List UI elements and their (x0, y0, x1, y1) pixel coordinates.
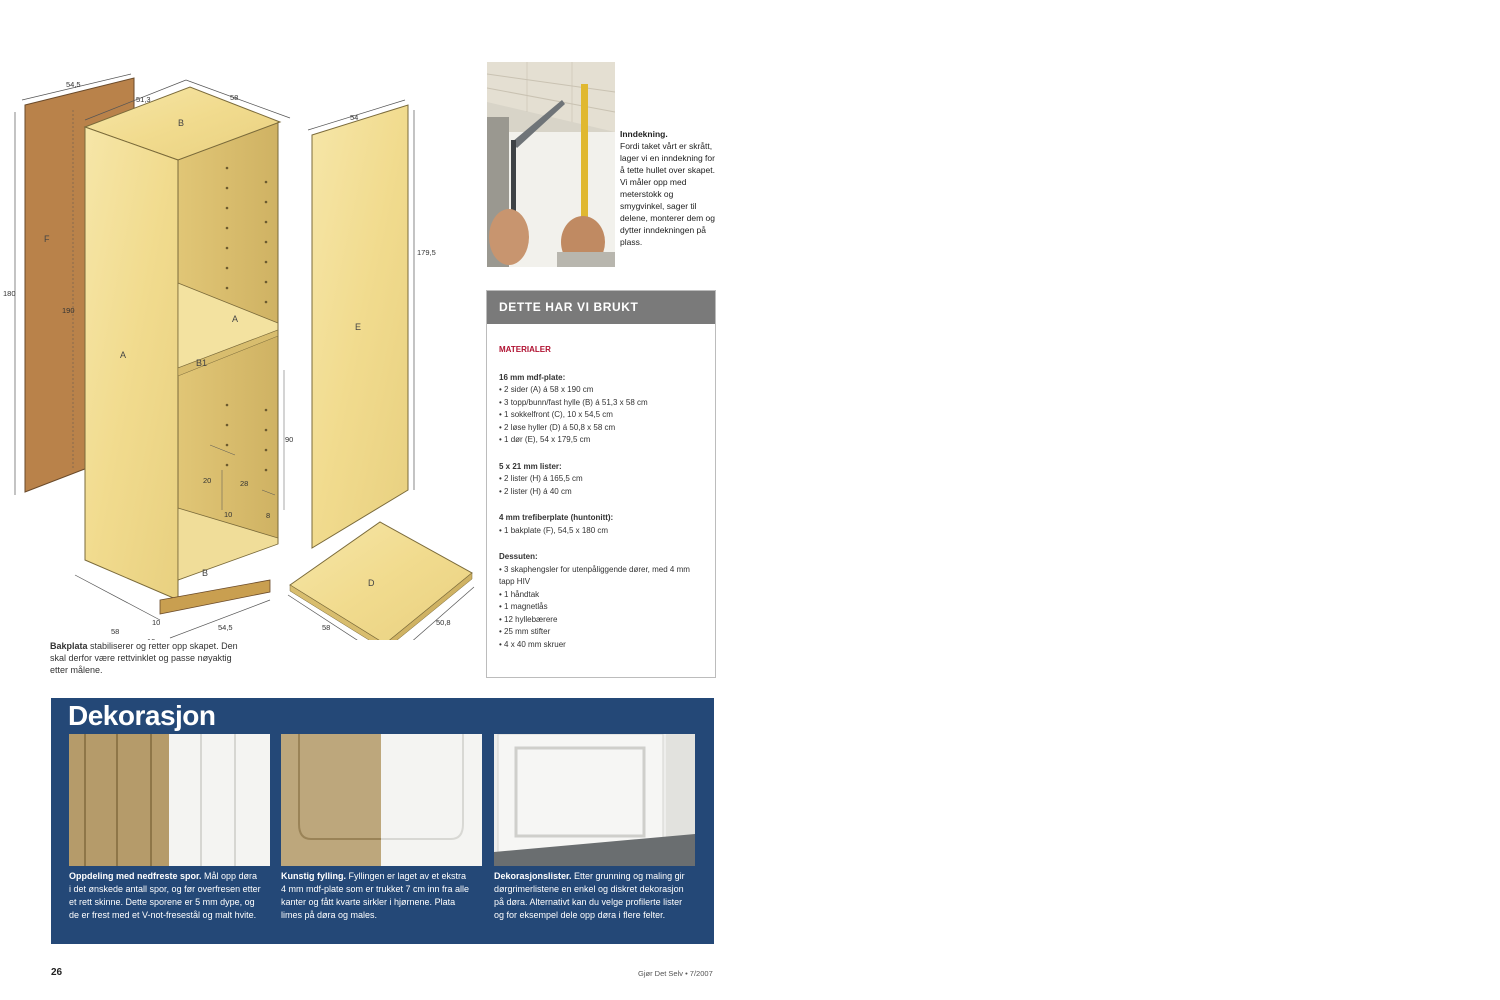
materials-item: • 4 x 40 mm skruer (499, 639, 705, 652)
bakplate-caption-text: stabiliserer og retter opp skapet. Den skal derfor være rettvinklet og passe nøyaktig etter målene. (50, 641, 238, 675)
page-number: 26 (51, 967, 63, 978)
materials-box (486, 290, 716, 678)
dim-base-depth: 58 (111, 627, 120, 636)
magazine-footer: Gjør Det Selv • 7/2007 (638, 969, 713, 978)
label-b-top: B (178, 118, 185, 128)
materials-item: • 12 hyllebærere (499, 614, 705, 627)
materials-item: • 25 mm stifter (499, 626, 705, 639)
materials-item: • 3 topp/bunn/fast hylle (B) á 51,3 x 58 cm (499, 397, 705, 410)
bakplate-caption-lead: Bakplata (50, 641, 88, 651)
materials-group-title: 16 mm mdf-plate: (499, 372, 566, 382)
materials-header: DETTE HAR VI BRUKT (487, 291, 715, 324)
dim-hole-a: 20 (203, 476, 212, 485)
dekorasjon-caption-text: Etter grunning og maling gir dørgrimerlistene en enkel og diskret dekorasjon på døra. Alternativt kan du velge profilerte lister og for eksempel dele opp døra i flere felter. (494, 871, 685, 920)
measuring-photo-caption (620, 128, 716, 248)
dim-top-width: 58 (230, 93, 239, 102)
photo-caption-text: Fordi taket vårt er skrått, lager vi en inndekning for å tette hullet over skapet. Vi måler opp med meterstokk og smygvinkel, sager til delene, monterer dem og dytter inndekningen på plass. (620, 141, 715, 247)
dekorasjon-caption-lead: Kunstig fylling. (281, 871, 346, 881)
materials-group (499, 461, 705, 499)
dekorasjon-caption-lead: Oppdeling med nedfreste spor. (69, 871, 202, 881)
materials-group-title: Dessuten: (499, 552, 538, 561)
dekorasjon-caption-text: Fyllingen er laget av et ekstra 4 mm mdf-plate som er trukket 7 cm inn fra alle kanter og fått kvarte sirkler i hjørnene. Plata limes på døra og males. (281, 871, 470, 920)
label-a-side: A (120, 350, 127, 360)
materials-item: • 2 lister (H) á 40 cm (499, 486, 705, 499)
label-b-bottom: B (202, 568, 209, 578)
label-b1-shelf: B1 (196, 358, 208, 368)
materials-subheader: MATERIALER (499, 345, 551, 354)
materials-item: • 1 magnetlås (499, 601, 705, 614)
molding-door-photo (494, 734, 695, 866)
dim-door-height: 179,5 (417, 248, 436, 257)
materials-item: • 1 bakplate (F), 54,5 x 180 cm (499, 525, 705, 538)
groove-door-photo (69, 734, 270, 866)
photo-caption-lead: Inndekning. (620, 129, 668, 139)
materials-item: • 2 løse hyller (D) á 50,8 x 58 cm (499, 422, 705, 435)
dim-base-width: 54,5 (218, 623, 233, 632)
materials-body (487, 324, 715, 651)
dim-back-width: 54,5 (66, 80, 81, 89)
measuring-photo (487, 62, 615, 267)
dim-shelf-depth: 58 (322, 623, 331, 632)
dim-back-height: 180 (3, 289, 16, 298)
dim-hole-d: 8 (266, 511, 271, 520)
fill-door-photo (281, 734, 482, 866)
materials-item: • 2 lister (H) á 165,5 cm (499, 473, 705, 486)
materials-group (499, 551, 705, 651)
label-a-inner: A (232, 314, 239, 324)
materials-group-title: 5 x 21 mm lister: (499, 461, 562, 471)
dim-hole-b: 28 (240, 479, 249, 488)
dim-door-width: 54 (350, 113, 359, 122)
dekorasjon-caption-text: Mål opp dørа i det ønskede antall spor, og før overfresen etter et rett skinne. Dette sporene er 5 mm dype, og de er frest med et V-not-fresestål og malt hvite. (69, 871, 261, 920)
dim-plinth: 10 (152, 618, 161, 627)
cabinet-exploded-diagram (0, 40, 480, 640)
materials-item: • 1 håndtak (499, 589, 705, 602)
dekorasjon-caption-2 (281, 870, 473, 922)
dekorasjon-caption-lead: Dekorasjonslister. (494, 871, 572, 881)
materials-item: • 2 sider (A) á 58 x 190 cm (499, 384, 705, 397)
dim-back-inner-height: 190 (62, 306, 75, 315)
dekorasjon-title: Dekorasjon (68, 700, 216, 731)
cabinet-diagram-svg (0, 40, 480, 640)
materials-group (499, 512, 705, 537)
materials-item: • 3 skaphengsler for utenpåliggende dører, med 4 mm tapp HIV (499, 564, 705, 589)
dim-top-depth-small: 51,3 (136, 95, 151, 104)
label-e-door: E (355, 322, 362, 332)
dim-hole-c: 10 (224, 510, 233, 519)
dim-shelf-width: 50,8 (436, 618, 451, 627)
label-d-shelf: D (368, 578, 375, 588)
dim-side-mid: 90 (285, 435, 294, 444)
label-f-back: F (44, 234, 50, 244)
bakplate-caption (50, 640, 250, 676)
materials-item: • 1 dør (E), 54 x 179,5 cm (499, 434, 705, 447)
materials-item: • 1 sokkelfront (C), 10 x 54,5 cm (499, 409, 705, 422)
materials-group (499, 372, 705, 447)
materials-group-title: 4 mm trefiberplate (huntonitt): (499, 513, 614, 522)
measuring-photo-svg (487, 62, 615, 267)
dekorasjon-caption-3 (494, 870, 686, 922)
cabinet-side-a (85, 127, 178, 600)
dekorasjon-caption-1 (69, 870, 261, 922)
